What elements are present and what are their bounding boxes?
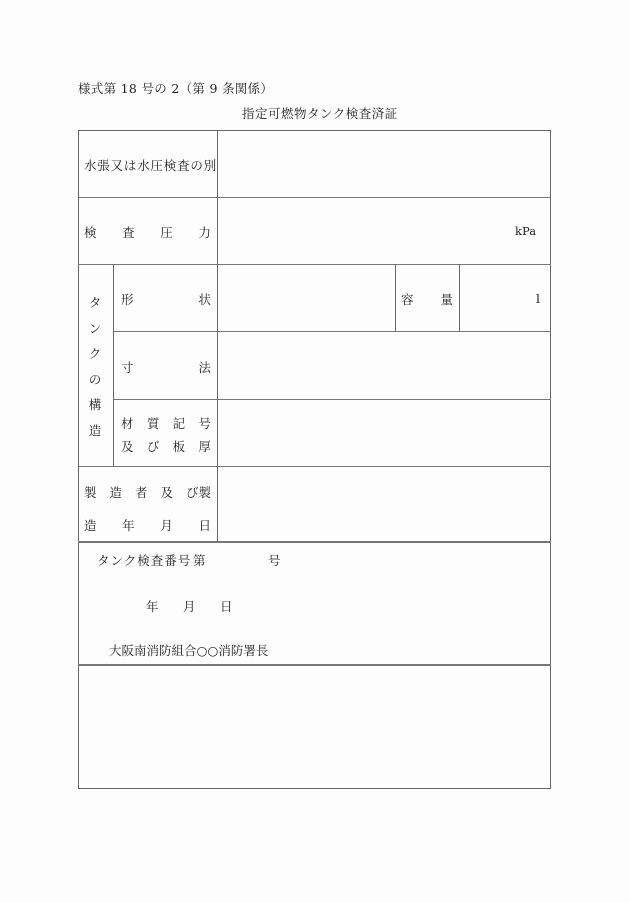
manufacturer-label-line2: 造 年 月 日 (84, 518, 211, 533)
tank-structure-label: タ ン ク の 構 造 (88, 295, 102, 438)
pressure-unit: kPa (515, 224, 537, 238)
inspection-type-label: 水張又は水圧検査の別 (84, 158, 218, 173)
remarks-field[interactable] (79, 666, 550, 788)
number-prefix: 第 (193, 553, 206, 568)
form-number: 様式第 18 号の 2（第 9 条関係） (78, 81, 274, 96)
inspection-number-label: タンク検査番号 (97, 553, 192, 568)
capacity-label: 容 量 (401, 292, 453, 307)
manufacturer-field[interactable] (218, 467, 550, 541)
column-divider (395, 264, 396, 331)
document-title: 指定可燃物タンク検査済証 (242, 106, 398, 121)
date-year-label: 年 (146, 599, 159, 614)
date-month-label: 月 (183, 599, 196, 614)
inspection-number-field[interactable] (210, 546, 265, 566)
inspection-pressure-field[interactable] (218, 198, 550, 264)
material-label-line2: 及 び 板 厚 (121, 439, 211, 454)
inspection-type-field[interactable] (218, 131, 550, 197)
row-divider (78, 541, 551, 543)
column-divider (113, 264, 114, 466)
dimensions-label: 寸 法 (121, 360, 211, 375)
number-suffix: 号 (268, 553, 281, 568)
issuer-name: 大阪南消防組合○○消防署長 (109, 643, 269, 658)
shape-field[interactable] (218, 265, 394, 331)
material-field[interactable] (218, 400, 550, 466)
shape-label: 形 状 (121, 292, 211, 307)
manufacturer-label-line1: 製 造 者 及 び製 (84, 485, 211, 500)
material-label-line1: 材 質 記 号 (121, 416, 211, 431)
dimensions-field[interactable] (218, 332, 550, 399)
capacity-unit: l (536, 291, 540, 306)
inspection-pressure-label: 検 査 圧 力 (84, 225, 211, 240)
date-day-label: 日 (220, 599, 233, 614)
